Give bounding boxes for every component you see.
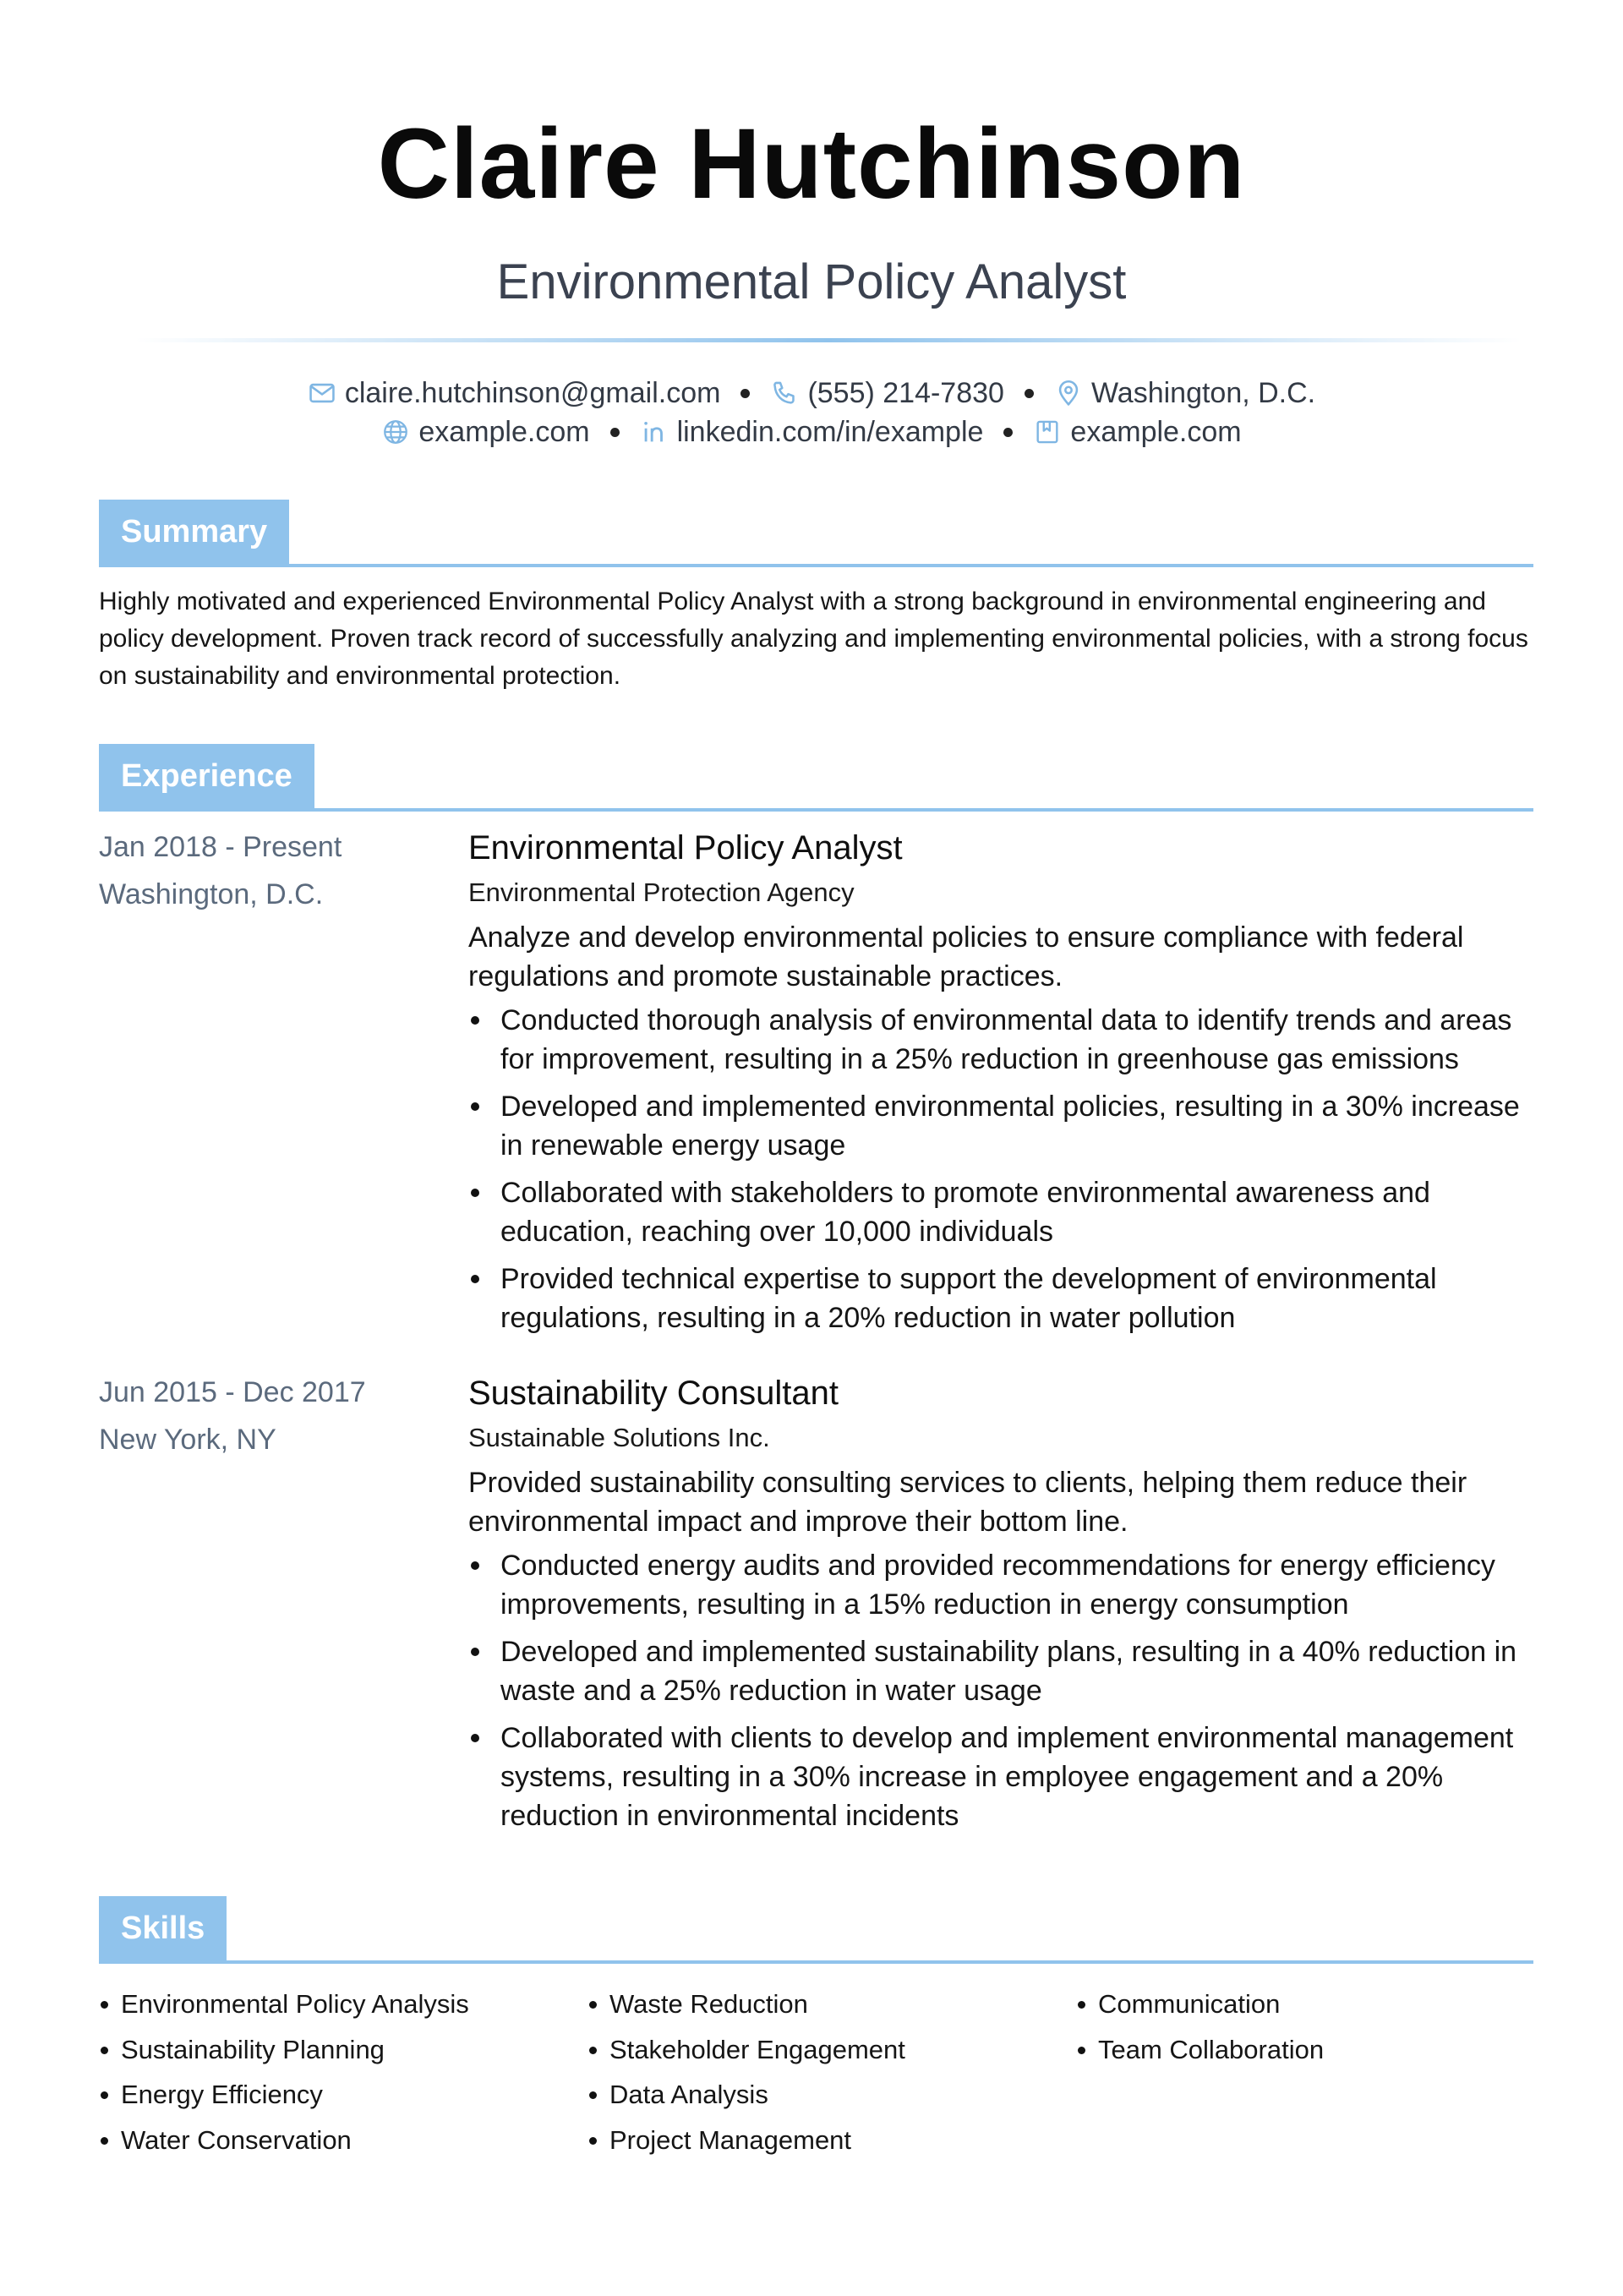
job-company: Sustainable Solutions Inc. xyxy=(468,1423,770,1452)
skill-text: Communication xyxy=(1098,1989,1281,2019)
section-rule xyxy=(99,564,1533,567)
skills-column xyxy=(1076,1982,1324,2072)
section-rule xyxy=(99,1960,1533,1964)
list-item xyxy=(468,1173,1533,1251)
section-title-summary: Summary xyxy=(99,500,289,564)
contact-row-links xyxy=(0,418,1623,446)
bullet-dot xyxy=(101,2137,108,2145)
location-pin-icon xyxy=(1054,379,1083,407)
candidate-title: Environmental Policy Analyst xyxy=(496,254,1127,309)
contact-linkedin[interactable] xyxy=(640,418,984,446)
contact-website[interactable] xyxy=(381,418,589,446)
experience-content xyxy=(468,823,1533,1346)
section-title-experience: Experience xyxy=(99,744,314,808)
bullet-dot xyxy=(471,1648,479,1656)
mail-icon xyxy=(308,379,336,407)
section-rule xyxy=(99,808,1533,812)
list-item xyxy=(468,1001,1533,1079)
skill-item xyxy=(587,2072,905,2118)
list-item xyxy=(468,1632,1533,1710)
skill-item xyxy=(1076,1982,1324,2027)
contact-phone[interactable] xyxy=(770,379,1004,407)
job-location: New York, NY xyxy=(99,1424,276,1456)
bullet-text: Conducted energy audits and provided recommendations for energy efficiency improvements, resulting in a 15% reduction in energy consumption xyxy=(500,1550,1495,1621)
experience-section-header xyxy=(99,744,1533,808)
bullet-dot xyxy=(589,2001,597,2009)
list-item xyxy=(468,1546,1533,1624)
bullet-dot xyxy=(589,2137,597,2145)
skill-item xyxy=(1076,2027,1324,2073)
experience-meta xyxy=(99,823,454,918)
skill-item xyxy=(587,2118,905,2163)
bullet-dot xyxy=(1078,2047,1085,2054)
bullet-dot xyxy=(471,1561,479,1570)
skill-text: Environmental Policy Analysis xyxy=(121,1989,469,2019)
bullet-text: Developed and implemented environmental policies, resulting in a 30% increase in renewable energy usage xyxy=(500,1091,1520,1162)
skills-column xyxy=(587,1982,905,2162)
job-description: Analyze and develop environmental policies to ensure compliance with federal regulations and promote sustainable practices. xyxy=(468,921,1464,992)
bullet-dot xyxy=(471,1189,479,1197)
bullet-dot xyxy=(1078,2001,1085,2009)
bullet-text: Collaborated with stakeholders to promote environmental awareness and education, reaching over 10,000 individuals xyxy=(500,1177,1430,1248)
bookmark-icon xyxy=(1033,418,1062,446)
linkedin-icon xyxy=(640,418,669,446)
job-description: Provided sustainability consulting services to clients, helping them reduce their environmental impact and improve their bottom line. xyxy=(468,1467,1467,1538)
skill-text: Project Management xyxy=(609,2124,852,2155)
job-location: Washington, D.C. xyxy=(99,878,324,910)
portfolio-text: example.com xyxy=(1070,416,1242,448)
job-bullets xyxy=(468,1546,1533,1835)
skill-item xyxy=(587,1982,905,2027)
bullet-text: Collaborated with clients to develop and implement environmental management systems, resulting in a 30% increase in employee engagement and a 20% reduction in environmental incidents xyxy=(500,1722,1514,1832)
skill-item xyxy=(99,2072,469,2118)
contact-email[interactable] xyxy=(308,379,721,407)
header-divider xyxy=(135,338,1522,342)
job-company: Environmental Protection Agency xyxy=(468,877,855,907)
experience-meta xyxy=(99,1369,454,1463)
bullet-dot xyxy=(471,1102,479,1111)
skill-item xyxy=(99,2118,469,2163)
skill-text: Stakeholder Engagement xyxy=(609,2034,905,2064)
bullet-dot xyxy=(471,1734,479,1742)
skill-text: Waste Reduction xyxy=(609,1989,808,2019)
experience-content xyxy=(468,1369,1533,1844)
skill-text: Energy Efficiency xyxy=(121,2080,323,2109)
skill-item xyxy=(99,1982,469,2027)
phone-text: (555) 214-7830 xyxy=(807,377,1004,409)
website-text: example.com xyxy=(418,416,590,448)
bullet-text: Conducted thorough analysis of environmental data to identify trends and areas for improvement, resulting in a 25% reduction in greenhouse gas emissions xyxy=(500,1004,1512,1075)
skill-text: Team Collaboration xyxy=(1098,2034,1325,2064)
list-item xyxy=(468,1087,1533,1165)
separator-dot xyxy=(1003,428,1013,437)
globe-icon xyxy=(381,418,410,446)
bullet-dot xyxy=(589,2047,597,2054)
list-item xyxy=(468,1260,1533,1337)
skills-column xyxy=(99,1982,469,2162)
job-role: Sustainability Consultant xyxy=(468,1375,839,1412)
section-title-skills: Skills xyxy=(99,1896,227,1960)
job-role: Environmental Policy Analyst xyxy=(468,829,903,866)
contact-portfolio[interactable] xyxy=(1033,418,1241,446)
bullet-dot xyxy=(101,2091,108,2099)
email-text: claire.hutchinson@gmail.com xyxy=(344,377,721,409)
job-dates: Jun 2015 - Dec 2017 xyxy=(99,1376,366,1408)
contact-row-primary xyxy=(0,379,1623,407)
candidate-name: Claire Hutchinson xyxy=(377,108,1246,220)
bullet-dot xyxy=(471,1016,479,1025)
bullet-dot xyxy=(471,1275,479,1283)
bullet-text: Provided technical expertise to support the development of environmental regulations, resulting in a 20% reduction in water pollution xyxy=(500,1263,1437,1334)
skills-section-header xyxy=(99,1896,1533,1960)
separator-dot xyxy=(1025,389,1034,398)
skill-item xyxy=(99,2027,469,2073)
phone-icon xyxy=(770,379,799,407)
linkedin-text: linkedin.com/in/example xyxy=(676,416,984,448)
bullet-text: Developed and implemented sustainability plans, resulting in a 40% reduction in waste and a 25% reduction in water usage xyxy=(500,1636,1517,1707)
summary-section-header xyxy=(99,500,1533,564)
bullet-dot xyxy=(101,2001,108,2009)
skill-item xyxy=(587,2027,905,2073)
location-text: Washington, D.C. xyxy=(1090,377,1316,409)
contact-location xyxy=(1054,379,1315,407)
job-dates: Jan 2018 - Present xyxy=(99,831,342,863)
list-item xyxy=(468,1719,1533,1835)
summary-text: Highly motivated and experienced Environmental Policy Analyst with a strong background in environmental engineering and policy development. Proven track record of successfully analyzing and implementing environmental policies, with a strong focus on sustainability and environmental protection. xyxy=(99,588,1528,690)
separator-dot xyxy=(610,428,620,437)
skill-text: Water Conservation xyxy=(121,2124,352,2155)
skill-text: Sustainability Planning xyxy=(121,2034,385,2064)
skill-text: Data Analysis xyxy=(609,2080,768,2109)
bullet-dot xyxy=(589,2091,597,2099)
separator-dot xyxy=(740,389,750,398)
job-bullets xyxy=(468,1001,1533,1337)
bullet-dot xyxy=(101,2047,108,2054)
